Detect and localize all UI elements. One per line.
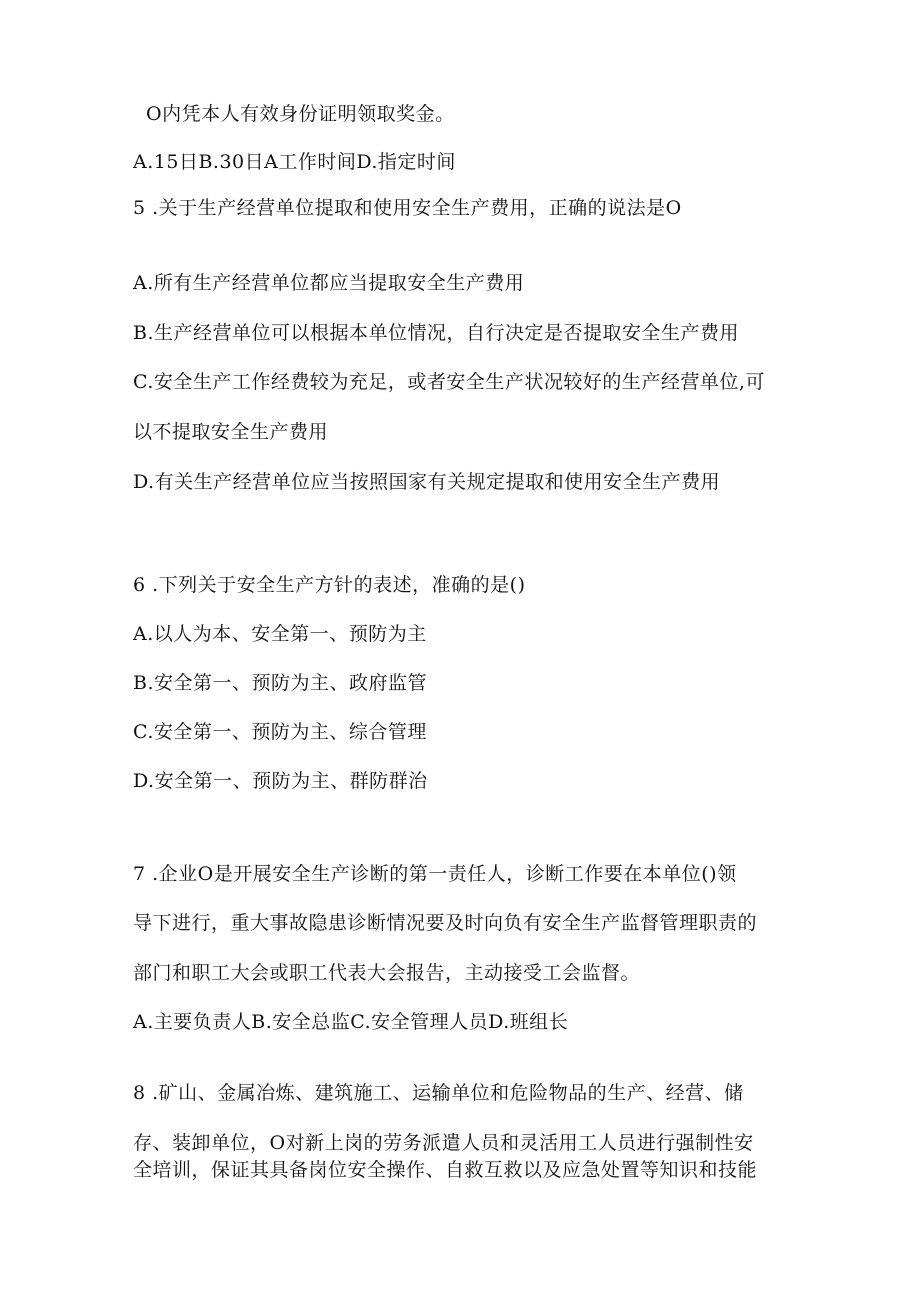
- option-a: A.所有生产经营单位都应当提取安全生产费用: [133, 272, 525, 294]
- question-8: 8 .矿山、金属冶炼、建筑施工、运输单位和危险物品的生产、经营、储: [133, 1082, 744, 1104]
- question-7: 7 .企业O是开展安全生产诊断的第一责任人，诊断工作要在本单位()领: [133, 863, 737, 885]
- question-7-continued: 导下进行，重大事故隐患诊断情况要及时向负有安全生产监督管理职责的: [133, 912, 758, 934]
- option-d: D.安全第一、预防为主、群防群治: [133, 770, 428, 792]
- question-8-continued: 全培训，保证其具备岗位安全操作、自救互救以及应急处置等知识和技能: [133, 1159, 758, 1181]
- question-6: 6 .下列关于安全生产方针的表述，准确的是(): [133, 574, 526, 596]
- option-c: C.安全第一、预防为主、综合管理: [133, 721, 427, 743]
- question-8-continued: 存、装卸单位，O对新上岗的劳务派遣人员和灵活用工人员进行强制性安: [133, 1132, 754, 1154]
- question-7-continued: 部门和职工大会或职工代表大会报告，主动接受工会监督。: [133, 962, 641, 984]
- option-b: B.生产经营单位可以根据本单位情况，自行决定是否提取安全生产费用: [133, 322, 740, 344]
- question-5: 5 .关于生产经营单位提取和使用安全生产费用，正确的说法是O: [133, 197, 682, 219]
- option-b: B.安全第一、预防为主、政府监管: [133, 672, 428, 694]
- text-line: O内凭本人有效身份证明领取奖金。: [146, 103, 455, 125]
- option-c-continued: 以不提取安全生产费用: [133, 421, 329, 443]
- option-c: C.安全生产工作经费较为充足，或者安全生产状况较好的生产经营单位,可: [133, 371, 765, 393]
- answer-options: A.15日B.30日A工作时间D.指定时间: [133, 151, 456, 173]
- option-d: D.有关生产经营单位应当按照国家有关规定提取和使用安全生产费用: [133, 471, 721, 493]
- option-a: A.以人为本、安全第一、预防为主: [133, 623, 427, 645]
- answer-options: A.主要负责人B.安全总监C.安全管理人员D.班组长: [133, 1011, 569, 1033]
